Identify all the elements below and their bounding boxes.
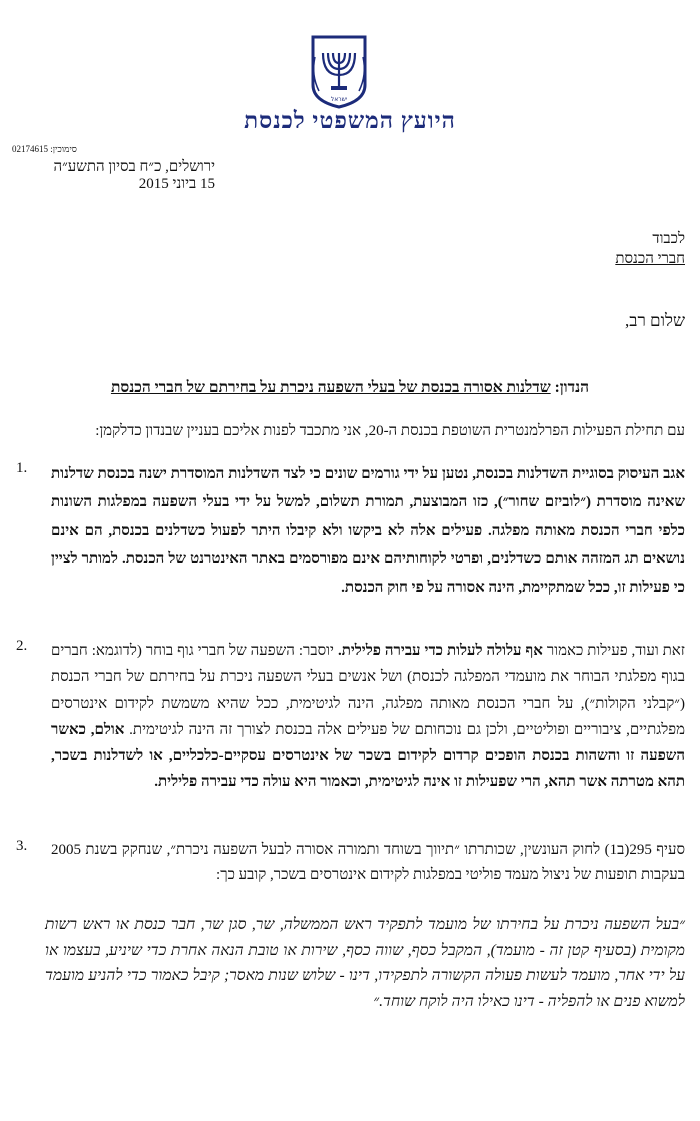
bold-run: אולם, כאשר השפעה זו והשהות בכנסת הופכים קרדום לקידום בשכר של אינטרסים עסקיים-כלכליים, או לשדלנות בשכר, תהא מטרתה אשר תהא, הרי שפעילות זו אינה לגיטימית, וכאמור היא עולה כדי עבירה פלילית. xyxy=(51,721,685,791)
addressee xyxy=(615,229,685,269)
paragraph-1 xyxy=(13,460,685,602)
page-title: היועץ המשפטי לכנסת xyxy=(244,108,456,133)
emblem-label: ישראל xyxy=(330,96,348,103)
reference-number: סימוכין: 02174615 xyxy=(12,144,77,154)
text-run: זאת ועוד, פעילות כאמור xyxy=(542,643,685,659)
greeting: שלום רב, xyxy=(625,311,685,330)
date-block xyxy=(15,159,215,193)
hebrew-date: ירושלים, כ״ח בסיון התשע״ה xyxy=(53,159,215,175)
text-run: יוסבר: השפעה של חברי גוף בוחר (לדוגמא: חברים בגוף מפלגתי הבוחר את מועמדי המפלגה לכנסת) ושל אנשים בעלי השפעה ניכרת על בחירתם של חברי הכנסת (״קבלני הקולות״), על חברי הכנסת מאותה מפלגה, הינה לגיטימית, ככל שהיא משמשת לקידום אינטרסים מפלגתיים, ציבוריים ופוליטיים, ולכן גם נוכחותם של פעילים אלה בכנסת לצורך זה הינה לגיטימית. xyxy=(51,643,685,738)
bold-run: אף עלולה לעלות כדי עבירה פלילית. xyxy=(337,643,543,659)
addressee-line2: חברי הכנסת xyxy=(615,251,685,267)
paragraph-text: סעיף 295(ב1) לחוק העונשין, שכותרתו ״תיווך בשוחד ותמורה אסורה לבעל השפעה ניכרת״, שנחקק בשנת 2005 בעקבות תופעות של ניצול מעמד פוליטי במפלגות לקידום אינטרסים בשכר, קובע כך: xyxy=(51,842,685,883)
subject-label: הנדון: xyxy=(554,379,590,396)
paragraph-number: 2. xyxy=(16,638,28,654)
subject-text: שדלנות אסורה בכנסת של בעלי השפעה ניכרת על בחירתם של חברי הכנסת xyxy=(110,379,551,396)
paragraph-2 xyxy=(13,638,685,796)
paragraph-text: אגב העיסוק בסוגיית השדלנות בכנסת, נטען על ידי גורמים שונים כי לצד השדלנות המוסדרת ישנה בכנסת שדלנות שאינה מוסדרת (״לוביזם שחור״), כזו המבוצעת, תמורת תשלום, למשל על ידי בעלי השפעה במפלגות השונות כלפי חברי הכנסת מאותה מפלגה. פעילים אלה לא ביקשו ולא קיבלו היתר לפעול כשדלנים בכנסת, הם אינם נושאים תג המזהה אותם כשדלנים, ופרטי לקוחותיהם אינם מפורסמים באתר האינטרנט של הכנסת. למותר לציין כי פעילות זו, ככל שמתקיימת, הינה אסורה על פי חוק הכנסת. xyxy=(51,466,685,596)
intro-paragraph: עם תחילת הפעילות הפרלמנטרית השוטפת בכנסת ה-20, אני מתכבד לפנות אליכם בעניין שבנדון כדלקמן: xyxy=(95,423,685,439)
menorah-emblem-icon xyxy=(309,35,369,109)
subject-line xyxy=(0,379,700,397)
paragraph-3 xyxy=(13,838,685,888)
gregorian-date: 15 ביוני 2015 xyxy=(138,176,215,192)
paragraph-number: 1. xyxy=(16,460,28,476)
paragraph-text xyxy=(51,638,685,796)
addressee-line1: לכבוד xyxy=(652,231,685,247)
paragraph-number: 3. xyxy=(16,838,28,854)
law-quote: ״בעל השפעה ניכרת על בחירתו של מועמד לתפקיד ראש הממשלה, שר, סגן שר, חבר כנסת או ראש רשות מקומית (בסעיף קטן זה - מועמד), המקבל כסף, שווה כסף, שירות או טובת הנאה אחרת כדי שיניע, בעצמו או על ידי אחר, מועמד לעשות פעולה הקשורה לתפקידו, דינו - שלוש שנות מאסר; קיבל כאמור כדי להניע מועמד למשוא פנים או להפליה - דינו כאילו היה לוקח שוחד.״ xyxy=(45,916,685,1010)
